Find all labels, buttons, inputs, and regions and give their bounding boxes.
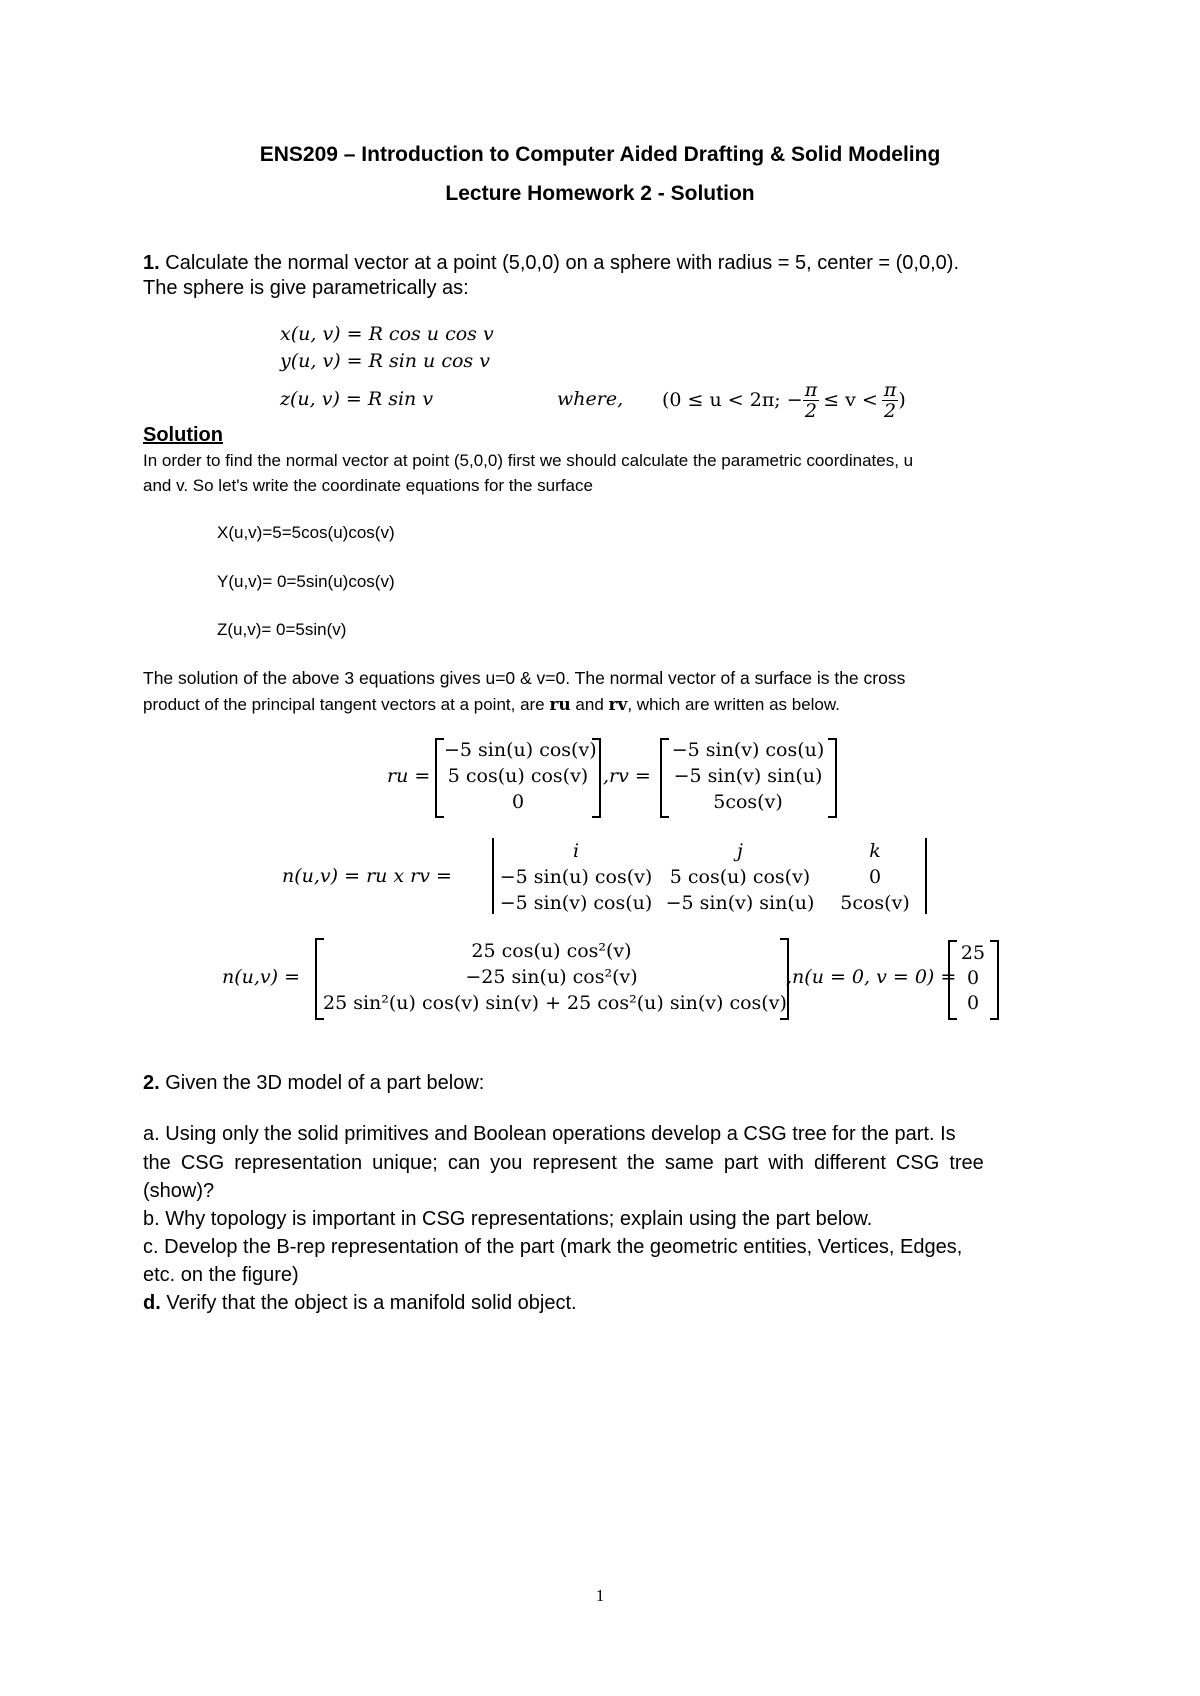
rv-row-1: −5 sin(v) cos(u) bbox=[671, 739, 825, 761]
n-at-bracket-right bbox=[990, 940, 999, 1020]
solution-para2-line2 bbox=[143, 692, 840, 718]
det-bar-right bbox=[925, 838, 927, 914]
q1-text-line1 bbox=[143, 250, 959, 276]
det-r3c3: 5cos(v) bbox=[840, 892, 910, 914]
eq-y: y(u, v) = R sin u cos v bbox=[280, 350, 490, 372]
frac-num: π bbox=[804, 378, 818, 401]
q2-intro-text: Given the 3D model of a part below: bbox=[165, 1072, 485, 1094]
det-r2c3: 0 bbox=[868, 866, 882, 888]
det-r2c2: 5 cos(u) cos(v) bbox=[669, 866, 811, 888]
eq-where: where, bbox=[557, 388, 624, 410]
det-i: i bbox=[572, 840, 580, 862]
frac-num: π bbox=[883, 378, 897, 401]
n-row-3: 25 sin²(u) cos(v) sin(v) + 25 cos²(u) sin(v) cos(v) bbox=[323, 992, 787, 1014]
fraction-pi-over-2-b bbox=[882, 380, 899, 421]
det-k: k bbox=[869, 840, 881, 862]
document-subtitle: Lecture Homework 2 - Solution bbox=[445, 182, 755, 205]
n-at-row-1: 25 bbox=[960, 942, 986, 964]
n-row-2: −25 sin(u) cos²(v) bbox=[465, 966, 638, 988]
range-end: ) bbox=[898, 389, 906, 411]
det-r3c2: −5 sin(v) sin(u) bbox=[665, 892, 815, 914]
q2-d-label: d. bbox=[143, 1292, 161, 1314]
n-row-1: 25 cos(u) cos²(v) bbox=[471, 940, 632, 962]
q1-number: 1. bbox=[143, 252, 160, 274]
solution-para1-line1: In order to find the normal vector at point (5,0,0) first we should calculate the parametric coordinates, u bbox=[143, 451, 914, 470]
frac-den: 2 bbox=[884, 399, 897, 422]
det-r3c1: −5 sin(v) cos(u) bbox=[499, 892, 653, 914]
coord-eq-y: Y(u,v)= 0=5sin(u)cos(v) bbox=[217, 572, 395, 591]
det-bar-left bbox=[492, 838, 494, 914]
ru-row-1: −5 sin(u) cos(v) bbox=[444, 739, 597, 761]
q2-a-line2: the CSG representation unique; can you represent the same part with different CSG tree bbox=[143, 1152, 984, 1174]
n-at-row-3: 0 bbox=[966, 992, 980, 1014]
q1-text-line2: The sphere is give parametrically as: bbox=[143, 277, 469, 299]
rv-bracket-right bbox=[828, 738, 837, 818]
frac-den: 2 bbox=[804, 399, 817, 422]
range-start: (0 ≤ u < 2π; − bbox=[662, 389, 803, 411]
n-at-label: ,n(u = 0, v = 0) = bbox=[786, 966, 957, 988]
q2-c-line2: etc. on the figure) bbox=[143, 1264, 299, 1286]
solution-para2-line1: The solution of the above 3 equations gives u=0 & v=0. The normal vector of a surface is the cross bbox=[143, 668, 906, 688]
solution-para1-line2: and v. So let's write the coordinate equations for the surface bbox=[143, 476, 593, 495]
eq-range bbox=[662, 372, 906, 428]
rv-label: ,rv = bbox=[603, 765, 651, 787]
rv-row-2: −5 sin(v) sin(u) bbox=[673, 765, 823, 787]
document-title: ENS209 – Introduction to Computer Aided Drafting & Solid Modeling bbox=[259, 143, 941, 166]
q2-b bbox=[143, 1206, 872, 1232]
q2-d-text: Verify that the object is a manifold solid object. bbox=[166, 1292, 577, 1314]
coord-eq-x: X(u,v)=5=5cos(u)cos(v) bbox=[217, 523, 395, 542]
eq-z: z(u, v) = R sin v bbox=[280, 388, 434, 410]
ru-row-2: 5 cos(u) cos(v) bbox=[447, 765, 589, 787]
range-mid: ≤ v < bbox=[823, 389, 878, 411]
para2-and: and bbox=[570, 695, 609, 714]
q2-a-line3: (show)? bbox=[143, 1180, 215, 1202]
ru-bold: ru bbox=[549, 695, 571, 715]
q2-a-text1: Using only the solid primitives and Boolean operations develop a CSG tree for the part. Is bbox=[165, 1123, 956, 1145]
n-cross-label: n(u,v) = ru x rv = bbox=[282, 865, 452, 887]
q2-b-label: b. bbox=[143, 1208, 160, 1230]
ru-label: ru = bbox=[387, 765, 431, 787]
ru-row-3: 0 bbox=[511, 791, 525, 813]
fraction-pi-over-2-a bbox=[803, 380, 820, 421]
coord-eq-z: Z(u,v)= 0=5sin(v) bbox=[217, 620, 347, 639]
q2-c-label: c. bbox=[143, 1236, 159, 1258]
n-vector-label: n(u,v) = bbox=[222, 966, 301, 988]
det-j: j bbox=[737, 840, 743, 862]
q2-a-line1 bbox=[143, 1121, 956, 1147]
rv-row-3: 5cos(v) bbox=[713, 791, 783, 813]
ru-bracket-left bbox=[435, 738, 444, 818]
q2-number: 2. bbox=[143, 1072, 160, 1094]
ru-bracket-right bbox=[592, 738, 601, 818]
q2-a-label: a. bbox=[143, 1123, 160, 1145]
rv-bold: rv bbox=[608, 695, 628, 715]
n-at-row-2: 0 bbox=[966, 967, 980, 989]
q2-c-line1 bbox=[143, 1234, 962, 1260]
page-number: 1 bbox=[595, 1586, 605, 1605]
q2-d bbox=[143, 1290, 577, 1316]
q2-b-text: Why topology is important in CSG representations; explain using the part below. bbox=[165, 1208, 873, 1230]
q2-intro bbox=[143, 1070, 484, 1096]
q2-c-text1: Develop the B-rep representation of the part (mark the geometric entities, Vertices, Edges, bbox=[164, 1236, 963, 1258]
para2-text-b: , which are written as below. bbox=[627, 695, 840, 714]
para2-text-a: product of the principal tangent vectors at a point, are bbox=[143, 695, 550, 714]
eq-x: x(u, v) = R cos u cos v bbox=[280, 323, 494, 345]
solution-heading: Solution bbox=[143, 424, 223, 446]
det-r2c1: −5 sin(u) cos(v) bbox=[499, 866, 653, 888]
q1-text: Calculate the normal vector at a point (5,0,0) on a sphere with radius = 5, center = (0,0,0). bbox=[165, 252, 960, 274]
